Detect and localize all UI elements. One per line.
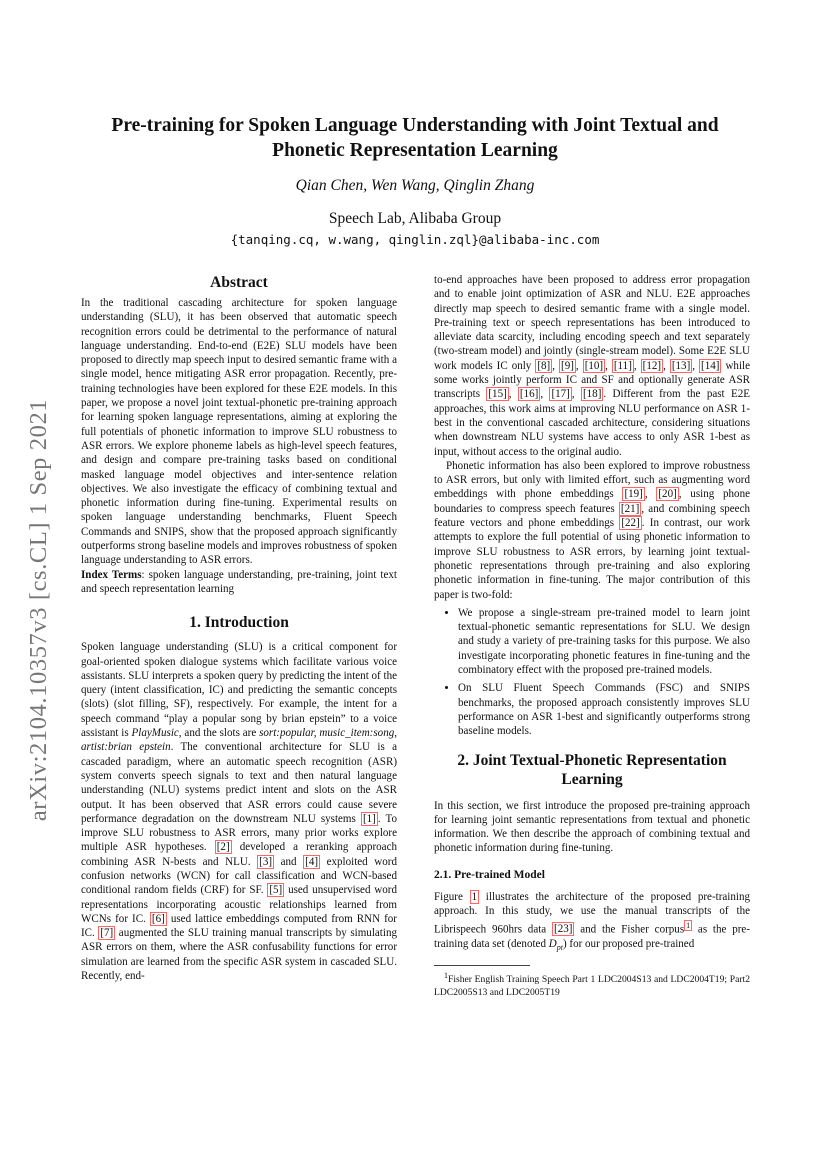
citation-link[interactable]: [4] bbox=[305, 855, 319, 868]
intro-text: Spoken language understanding (SLU) is a critical component for goal-oriented spoken dialogue systems which facilitate various voice assistants. SLU interprets a spoken query by predicting the intent of the query (intent classification, IC) and predicting the semantic concepts (slots) (slot filling, SF), respectively. For example, the intent for a speech command “play a popular song by brian epstein” to a voice assistant is bbox=[81, 641, 397, 740]
abstract-text: In the traditional cascading architecture for spoken language understanding (SLU), it has been observed that automatic speech recognition errors could be detrimental to the performance of natural language understanding. End-to-end (E2E) SLU models have been proposed to directly map speech input to desired semantic frame with a single model, hence mitigating ASR error propagation. Recently, pre-training technologies have been explored for these E2E models. In this paper, we propose a novel joint textual-phonetic pre-training approach for learning spoken language representations, aiming at exploring the full potentials of phonetic information to improve SLU robustness to ASR errors. We explore phoneme labels as high-level speech features, and design and compare pre-training tasks based on conditional masked language model objectives and inter-sentence relation objectives. We also investigate the efficacy of combining textual and phonetic information during fine-tuning. Experimental results on spoken language understanding benchmarks, Fluent Speech Commands and SNIPS, show that the proposed approach significantly outperforms strong baseline models and improves robustness of spoken language understanding to ASR errors. bbox=[81, 297, 398, 567]
footnote-number: 1 bbox=[444, 971, 448, 981]
citation-link[interactable]: [1] bbox=[362, 812, 376, 825]
intro-text: exploited word confusion networks (WCN) for call classification and WCN-based conditional random fields (CRF) for SF. bbox=[81, 855, 397, 897]
contribution-item: • We propose a single-stream pre-trained model to learn joint textual-phonetic semantic representations for SLU. We design and study a variety of pre-training tasks for this purpose. We also investigate incorporating phonetic features in fine-tuning and the combinatory effect with the proposed pre-trained models. bbox=[458, 606, 750, 677]
intro-text: . To improve SLU robustness to ASR errors, many prior works explore multiple ASR hypotheses. bbox=[81, 812, 397, 854]
footnote-text: Fisher English Training Speech Part 1 LDC2004S13 and LDC2004T19; Part2 LDC2005S13 and LDC2005T19 bbox=[434, 974, 750, 998]
intro-paragraph-continued: to-end approaches have been proposed to address error propagation and to enable joint optimization of ASR and NLU. E2E approaches directly map speech to desired semantic frame with a single model. Pre-training text or speech representations has been introduced to alleviate data scarcity, including encoding speech and text separately (two-stream model) and jointly (single-stream model). Some E2E SLU work models IC only [8] , [9] , [10] , [11] , [12] , [13] , [14] while some works jointly perform IC and SF and optionally generate ASR transcripts [15] , [16] , [17] , [18] . Different from the past E2E approaches, this work aims at improving NLU performance on ASR 1-best in the conventional cascaded architecture, considering situations when downstream NLU systems have access to only ASR 1-best as input, without access to the original audio. bbox=[434, 274, 750, 458]
citation-link[interactable]: [8] bbox=[537, 359, 551, 372]
citation-link[interactable]: [18] bbox=[582, 388, 602, 401]
body-text: as the pre-training data set (denoted bbox=[434, 923, 750, 950]
left-column bbox=[81, 273, 397, 983]
footnote-link[interactable]: 1 bbox=[686, 920, 691, 930]
body-text: , and combining speech feature vectors and phone embeddings bbox=[434, 502, 750, 530]
citation-link[interactable]: [21] bbox=[620, 502, 640, 515]
intent-example: PlayMusic bbox=[131, 727, 179, 740]
citation-link[interactable]: [9] bbox=[561, 359, 574, 372]
intro-paragraph bbox=[81, 640, 397, 983]
title-line-2: Phonetic Representation Learning bbox=[272, 140, 558, 161]
citation-link[interactable]: [2] bbox=[216, 841, 230, 854]
intro-text: . The conventional architecture for SLU is a cascaded paradigm, where an automatic speech recognition (ASR) system converts speech signals to text and then natural language understanding (NLU) systems predict intent and slots on the ASR output. It has been observed that ASR errors could cause severe performance degradation on the downstream NLU systems bbox=[81, 741, 397, 825]
phonetic-paragraph: Phonetic information has also been explored to improve robustness to ASR errors, but only with limited effort, such as augmenting word embeddings with phone embeddings [19] , [20] , using phone boundaries to compress speech features [21] , and combining speech feature vectors and phone embeddings [22] . In contrast, our work attempts to explore the full potential of using phonetic information to improve SLU robustness to ASR errors, by learning joint textual-phonetic representations through pre-training and also exploring phonetic information in fine-tuning. The major contribution of this paper is two-fold: bbox=[434, 459, 751, 601]
section-1-heading: 1. Introduction bbox=[189, 614, 289, 632]
footnote-area bbox=[434, 965, 750, 999]
citation-link[interactable]: [3] bbox=[259, 855, 273, 868]
arxiv-sidebar bbox=[2, 370, 76, 850]
body-text: Phonetic information has also been explored to improve robustness to ASR errors, but only with limited effort, such as augmenting word embeddings with phone embeddings bbox=[434, 459, 750, 501]
body-text: illustrates the architecture of the proposed pre-training approach. In this study, we use the manual transcripts of the Librispeech 960hrs data bbox=[434, 890, 750, 936]
pretrained-model-paragraph bbox=[434, 890, 750, 955]
intro-text: used lattice embeddings computed from RNN for IC. bbox=[81, 912, 397, 940]
citation-link[interactable]: [10] bbox=[584, 359, 604, 372]
right-column bbox=[434, 273, 750, 999]
intro-text: , and the slots are bbox=[178, 727, 260, 740]
subsection-2-1-heading: 2.1. Pre-trained Model bbox=[434, 868, 545, 881]
footnote-divider bbox=[434, 965, 530, 966]
intro-text: developed a reranking approach combining ASR N-bests and NLU. bbox=[81, 841, 398, 868]
index-terms bbox=[81, 568, 397, 597]
citation-link[interactable]: [23] bbox=[554, 923, 573, 936]
section-2-intro: In this section, we first introduce the proposed pre-training approach for learning joint semantic representations from textual and phonetic information. We then describe the approach of combining textual and phonetic information during fine-tuning. bbox=[434, 799, 750, 855]
index-terms-text: : spoken language understanding, pre-training, joint text and speech representation learning bbox=[81, 568, 397, 595]
email: {tanqing.cq, w.wang, qinglin.zql}@alibaba-inc.com bbox=[230, 232, 600, 247]
citation-link[interactable]: [19] bbox=[624, 488, 643, 501]
body-text: ) for our proposed pre-trained bbox=[562, 937, 695, 950]
citation-link[interactable]: [22] bbox=[621, 517, 640, 530]
citation-link[interactable]: [20] bbox=[658, 488, 677, 501]
citation-link[interactable]: [16] bbox=[519, 388, 539, 401]
affiliation: Speech Lab, Alibaba Group bbox=[328, 210, 502, 227]
dataset-symbol-subscript: pt bbox=[556, 942, 563, 952]
body-text: and the Fisher corpus bbox=[574, 923, 685, 936]
figure-link[interactable]: 1 bbox=[471, 890, 478, 903]
body-text: while some works jointly perform IC and SF and optionally generate ASR transcripts bbox=[434, 359, 750, 401]
abstract-heading: Abstract bbox=[210, 274, 268, 291]
dataset-symbol: D bbox=[548, 937, 557, 950]
index-terms-label: Index Terms bbox=[81, 568, 142, 581]
contribution-list bbox=[434, 606, 750, 739]
intro-text: augmented the SLU training manual transcripts by simulating ASR errors on them, where the ASR confusability functions for error simulation are learned from the specific ASR system in cascaded SLU. Recently, end- bbox=[81, 927, 397, 983]
slots-example: sort:popular, music_item:song, artist:brian epstein bbox=[81, 727, 397, 754]
citation-link[interactable]: [5] bbox=[269, 884, 283, 897]
intro-text: and bbox=[274, 855, 304, 868]
arxiv-identifier: arXiv:2104.10357v3 [cs.CL] 1 Sep 2021 bbox=[25, 398, 52, 822]
body-text: Figure bbox=[434, 890, 470, 903]
body-text: , using phone boundaries to compress speech features bbox=[434, 488, 750, 515]
citation-link[interactable]: [6] bbox=[151, 912, 165, 925]
citation-link[interactable]: [14] bbox=[701, 359, 720, 372]
intro-text: used unsupervised word representations incorporating acoustic relationships learned from WCNs for IC. bbox=[81, 884, 398, 925]
section-2-heading-line-1: 2. Joint Textual-Phonetic Representation bbox=[457, 751, 727, 769]
citation-link[interactable]: [15] bbox=[488, 388, 507, 401]
footnote bbox=[434, 970, 750, 999]
contribution-item: • On SLU Fluent Speech Commands (FSC) and SNIPS benchmarks, the proposed approach consistently improves SLU performance on ASR 1-best and significantly outperforms strong baseline models. bbox=[458, 681, 750, 738]
paper-title bbox=[80, 113, 750, 163]
section-2-heading bbox=[434, 751, 750, 789]
citation-link[interactable]: [7] bbox=[100, 927, 114, 940]
body-text: to-end approaches have been proposed to address error propagation and to enable joint optimization of ASR and NLU. E2E approaches directly map speech to desired semantic frame with a single model. Pre-training text or speech representations has been introduced to alleviate data scarcity, including encoding speech and text separately (two-stream model) and jointly (single-stream model). Some E2E SLU work models IC only bbox=[434, 274, 750, 372]
authors: Qian Chen, Wen Wang, Qinglin Zhang bbox=[295, 177, 535, 194]
body-text: . In contrast, our work attempts to explore the full potential of using phonetic information to improve SLU robustness to ASR errors, by learning joint textual-phonetic representations through pre-training and also exploring phonetic information in fine-tuning. The major contribution of this paper is two-fold: bbox=[434, 517, 751, 601]
citation-link[interactable]: [12] bbox=[642, 359, 662, 372]
body-text: . Different from the past E2E approaches, this work aims at improving NLU performance on ASR 1-best in the conventional cascaded architecture, considering situations when downstream NLU systems have access to only ASR 1-best as input, without access to the original audio. bbox=[434, 388, 750, 458]
section-2-heading-line-2: Learning bbox=[561, 770, 623, 788]
title-line-1: Pre-training for Spoken Language Understanding with Joint Textual and bbox=[111, 115, 719, 136]
citation-link[interactable]: [13] bbox=[671, 359, 691, 372]
citation-link[interactable]: [11] bbox=[613, 359, 632, 372]
citation-link[interactable]: [17] bbox=[551, 388, 570, 401]
